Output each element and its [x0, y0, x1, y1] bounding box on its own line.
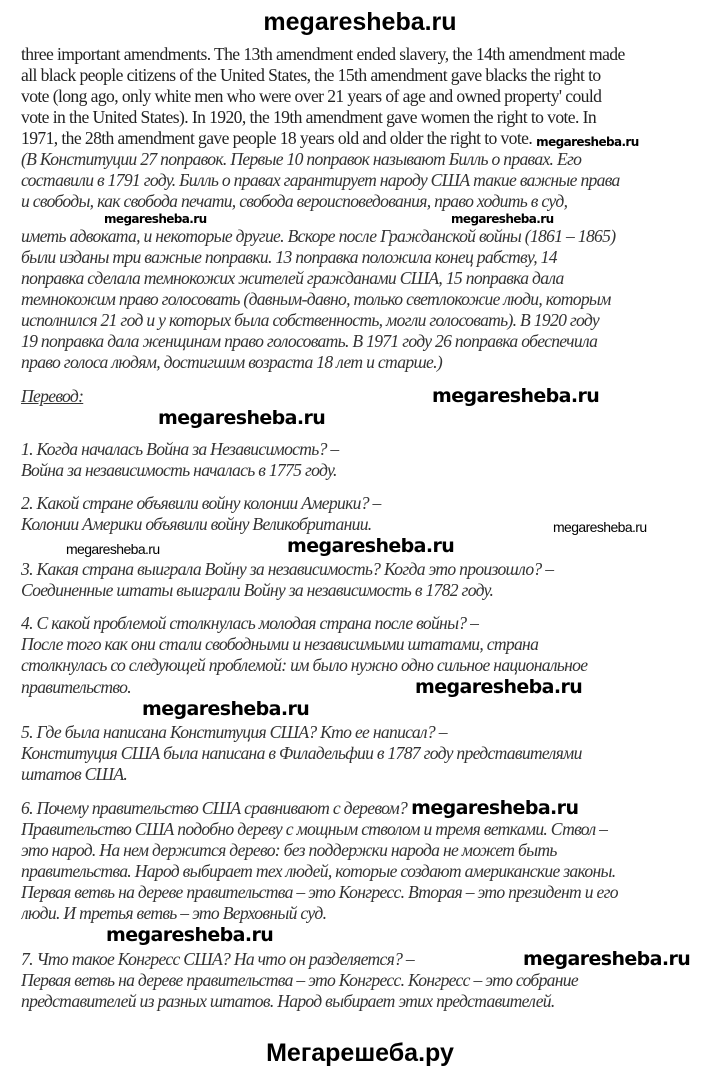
text-line: 19 поправка дала женщинам право голосовать. В 1971 году 26 поправка обеспечила — [21, 331, 598, 351]
qa-item-6 — [21, 797, 711, 924]
answer-line: люди. И третья ветвь – это Верховный суд. — [21, 903, 327, 923]
document-body — [21, 44, 711, 1012]
question: 5. Где была написана Конституция США? Кто ее написал? – — [21, 722, 447, 742]
watermark: megaresheba.ru — [104, 212, 207, 226]
answer-line: Война за независимость началась в 1775 году. — [21, 460, 337, 480]
answer-line: правительства. Народ выбирает тех людей, которые создают американские законы. — [21, 861, 616, 881]
answer-line: Первая ветвь на дереве правительства – это Конгресс. Конгресс – это собрание — [21, 970, 579, 990]
watermark: megaresheba.ru — [553, 519, 647, 535]
watermark: megaresheba.ru — [536, 135, 639, 149]
text-line: all black people citizens of the United States, the 15th amendment gave blacks the right to — [21, 65, 601, 85]
answer-line: штатов США. — [21, 764, 128, 784]
answer-line: Конституция США была написана в Филадельфии в 1787 году представителями — [21, 743, 582, 763]
text-line: 1971, the 28th amendment gave people 18 years old and older the right to vote. — [21, 128, 533, 148]
text-line: three important amendments. The 13th amendment ended slavery, the 14th amendment made — [21, 44, 625, 64]
text-line: (В Конституции 27 поправок. Первые 10 поправок называют Билль о правах. Его — [21, 149, 582, 169]
qa-item-2 — [21, 493, 711, 535]
watermark: megaresheba.ru — [66, 541, 160, 557]
russian-paragraph — [21, 149, 711, 373]
watermark: megaresheba.ru — [106, 924, 274, 946]
text-line: и свободы, как свобода печати, свобода вероисповедования, право ходить в суд, — [21, 191, 568, 211]
answer-line: После того как они стали свободными и независимыми штатами, страна — [21, 634, 539, 654]
text-line-with-watermark — [21, 128, 711, 149]
watermark: megaresheba.ru — [523, 948, 691, 970]
qa-item-1 — [21, 439, 711, 481]
answer-line: столкнулась со следующей проблемой: им было нужно одно сильное национальное — [21, 655, 588, 675]
question: 7. Что такое Конгресс США? На что он разделяется? – — [21, 949, 414, 969]
qa-item-4 — [21, 613, 711, 698]
answer-line: Соединенные штаты выиграли Войну за независимость в 1782 году. — [21, 580, 494, 600]
text-line: были изданы три важные поправки. 13 поправка положила конец рабству, 14 — [21, 247, 557, 267]
answer-line: Правительство США подобно дереву с мощным стволом и тремя ветками. Ствол – — [21, 819, 608, 839]
text-line: право голоса людям, достигшим возраста 18 лет и старше.) — [21, 352, 443, 372]
translation-heading: Перевод: — [21, 386, 84, 406]
answer-line: представителей из разных штатов. Народ выбирает этих представителей. — [21, 991, 555, 1011]
question: 3. Какая страна выиграла Войну за независимость? Когда это произошло? – — [21, 559, 554, 579]
answer-line: Первая ветвь на дереве правительства – это Конгресс. Вторая – это президент и его — [21, 882, 618, 902]
translation-heading-row — [21, 385, 711, 407]
site-header-logo[interactable]: megaresheba.ru — [263, 8, 457, 36]
watermark: megaresheba.ru — [158, 407, 326, 429]
watermark: megaresheba.ru — [432, 385, 600, 407]
text-line: поправка сделала темнокожих жителей гражданами США, 15 поправка дала — [21, 268, 564, 288]
answer-line: правительство. — [21, 677, 131, 697]
qa-item-5 — [21, 722, 711, 785]
site-footer-logo[interactable]: Мегарешеба.ру — [266, 1039, 454, 1067]
watermark: megaresheba.ru — [415, 676, 583, 698]
watermark: megaresheba.ru — [411, 797, 579, 819]
text-line: составили в 1791 году. Билль о правах гарантирует народу США такие важные права — [21, 170, 620, 190]
answer-line: Колонии Америки объявили войну Великобритании. — [21, 514, 372, 534]
text-line: vote in the United States). In 1920, the 19th amendment gave women the right to vote. In — [21, 107, 597, 127]
watermark: megaresheba.ru — [287, 535, 455, 557]
watermark: megaresheba.ru — [451, 212, 554, 226]
text-line: vote (long ago, only white men who were over 21 years of age and owned property' could — [21, 86, 602, 106]
question: 6. Почему правительство США сравнивают с деревом? — [21, 798, 408, 818]
question: 1. Когда началась Война за Независимость? – — [21, 439, 339, 459]
text-line: темнокожим право голосовать (давным-давно, только светлокожие люди, которым — [21, 289, 611, 309]
text-line: исполнился 21 год и у которых была собственность, могли голосовать). В 1920 году — [21, 310, 599, 330]
text-line: иметь адвоката, и некоторые другие. Вскоре после Гражданской войны (1861 – 1865) — [21, 226, 616, 246]
qa-item-3 — [21, 559, 711, 601]
watermark: megaresheba.ru — [142, 698, 310, 720]
question: 2. Какой стране объявили войну колонии Америки? – — [21, 493, 381, 513]
english-paragraph — [21, 44, 711, 149]
qa-item-7 — [21, 948, 711, 1012]
question: 4. С какой проблемой столкнулась молодая страна после войны? – — [21, 613, 479, 633]
answer-line: это народ. На нем держится дерево: без поддержки народа не может быть — [21, 840, 557, 860]
